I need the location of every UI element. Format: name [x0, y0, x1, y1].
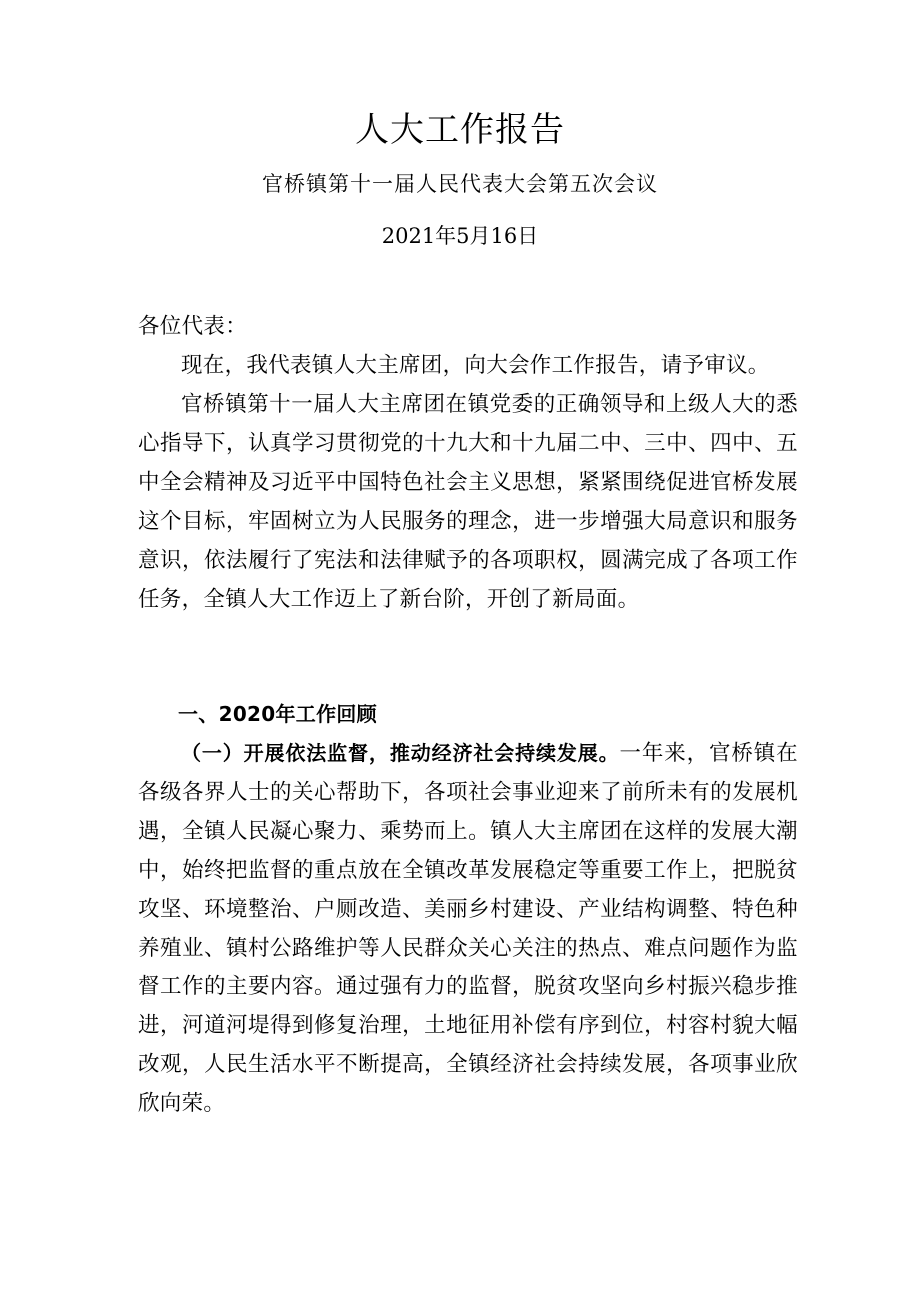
subsection-paragraph [138, 734, 798, 1124]
report-date: 2021年5月16日 [381, 224, 539, 248]
overview-paragraph: 官桥镇第十一届人大主席团在镇党委的正确领导和上级人大的悉心指导下，认真学习贯彻党的十九大和十九届二中、三中、四中、五中全会精神及习近平中国特色社会主义思想，紧紧围绕促进官桥发展这个目标，牢固树立为人民服务的理念，进一步增强大局意识和服务意识，依法履行了宪法和法律赋予的各项职权，圆满完成了各项工作任务，全镇人大工作迈上了新台阶，开创了新局面。 [138, 392, 798, 612]
intro-paragraph: 现在，我代表镇人大主席团，向大会作工作报告，请予审议。 [181, 353, 770, 378]
meeting-subtitle: 官桥镇第十一届人民代表大会第五次会议 [262, 172, 658, 196]
document-title: 人大工作报告 [355, 110, 565, 150]
subsection-body: 一年来，官桥镇在各级各界人士的关心帮助下，各项社会事业迎来了前所未有的发展机遇，全镇人民凝心聚力、乘势而上。镇人大主席团在这样的发展大潮中，始终把监督的重点放在全镇改革发展稳定等重要工作上，把脱贫攻坚、环境整治、户厕改造、美丽乡村建设、产业结构调整、特色种养殖业、镇村公路维护等人民群众关心关注的热点、难点问题作为监督工作的主要内容。通过强有力的监督，脱贫攻坚向乡村振兴稳步推进，河道河堤得到修复治理，土地征用补偿有序到位，村容村貌大幅改观，人民生活水平不断提高，全镇经济社会持续发展，各项事业欣欣向荣。 [138, 741, 798, 1117]
subsection-heading: （一）开展依法监督，推动经济社会持续发展。 [181, 741, 620, 765]
section-heading: 一、2020年工作回顾 [178, 702, 377, 726]
salutation: 各位代表： [138, 314, 248, 339]
